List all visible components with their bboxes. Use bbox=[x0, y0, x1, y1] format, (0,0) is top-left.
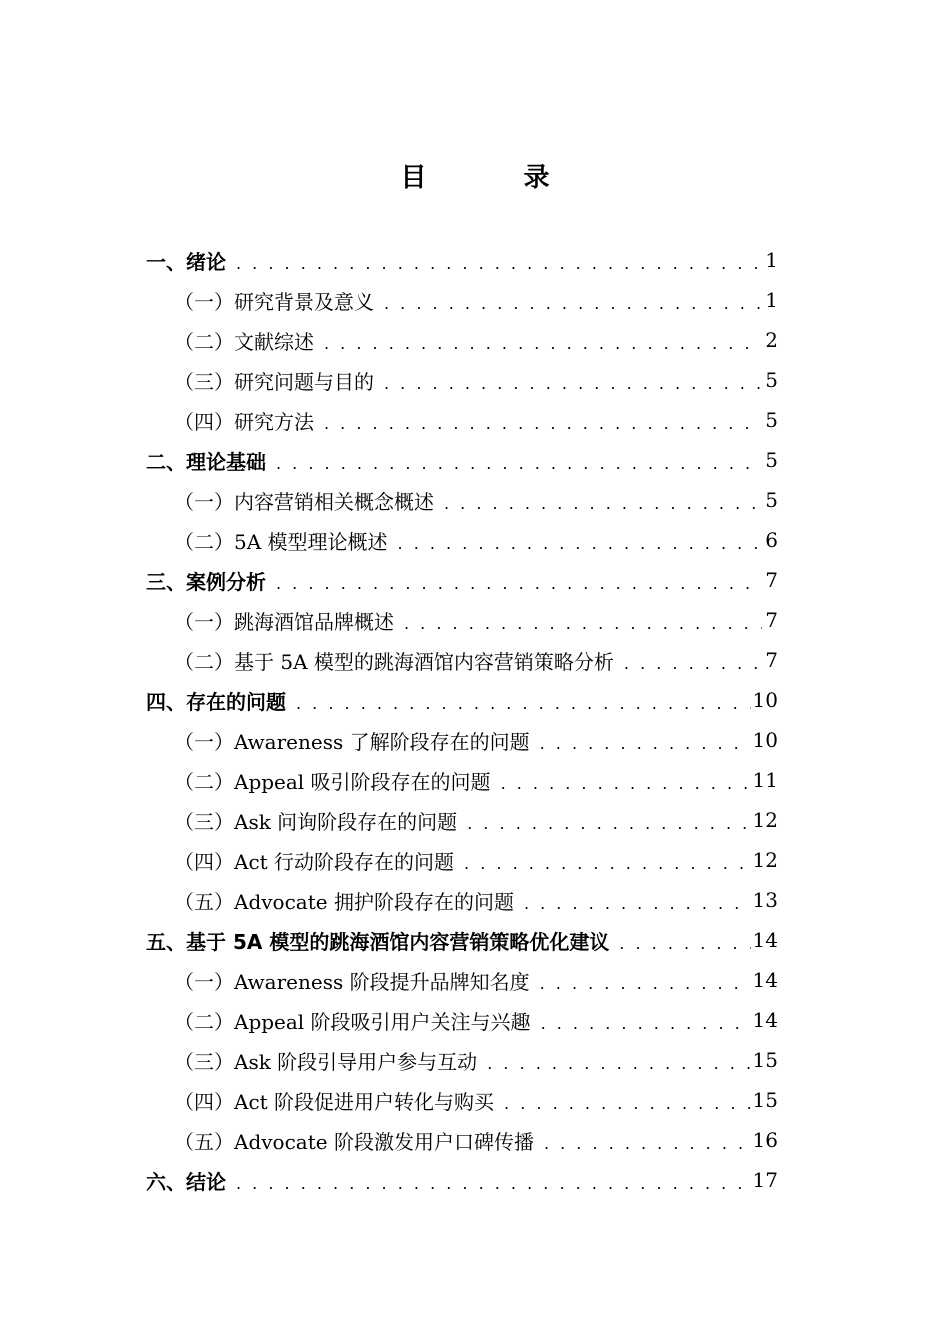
toc-entry-label: 四、存在的问题 bbox=[146, 689, 286, 714]
toc-section-entry[interactable] bbox=[146, 960, 778, 1000]
toc-entry-label: 五、基于 5A 模型的跳海酒馆内容营销策略优化建议 bbox=[146, 929, 610, 954]
toc-dot-leader bbox=[324, 400, 762, 440]
toc-dot-leader bbox=[524, 880, 751, 920]
toc-entry-label: （一）Awareness 阶段提升品牌知名度 bbox=[174, 969, 530, 994]
toc-chapter-entry[interactable] bbox=[146, 920, 778, 960]
toc-dot-leader bbox=[540, 960, 751, 1000]
toc-entry-label: （四）研究方法 bbox=[174, 409, 314, 434]
toc-chapter-entry[interactable] bbox=[146, 1160, 778, 1200]
toc-dot-leader bbox=[541, 1000, 751, 1040]
toc-dot-leader bbox=[624, 640, 762, 680]
toc-page-number: 16 bbox=[752, 1128, 778, 1152]
toc-page-number: 14 bbox=[752, 1008, 778, 1032]
toc-section-entry[interactable] bbox=[146, 1000, 778, 1040]
toc-page-number: 6 bbox=[765, 528, 778, 552]
toc-dot-leader bbox=[384, 280, 762, 320]
toc-page-number: 11 bbox=[752, 768, 778, 792]
toc-section-entry[interactable] bbox=[146, 840, 778, 880]
toc-page-number: 17 bbox=[752, 1168, 778, 1192]
toc-section-entry[interactable] bbox=[146, 520, 778, 560]
toc-entry-label: （三）Ask 问询阶段存在的问题 bbox=[174, 809, 458, 834]
toc-dot-leader bbox=[276, 560, 762, 600]
toc-dot-leader bbox=[464, 840, 751, 880]
toc-page-number: 10 bbox=[752, 688, 778, 712]
toc-page-number: 5 bbox=[765, 408, 778, 432]
toc-entry-label: （五）Advocate 拥护阶段存在的问题 bbox=[174, 889, 514, 914]
toc-section-entry[interactable] bbox=[146, 720, 778, 760]
toc-dot-leader bbox=[398, 520, 762, 560]
toc-entry-label: （三）Ask 阶段引导用户参与互动 bbox=[174, 1049, 478, 1074]
toc-entry-label: （四）Act 行动阶段存在的问题 bbox=[174, 849, 455, 874]
toc-dot-leader bbox=[540, 720, 751, 760]
toc-section-entry[interactable] bbox=[146, 880, 778, 920]
table-of-contents bbox=[146, 240, 778, 1200]
toc-entry-label: 一、绪论 bbox=[146, 249, 226, 274]
toc-entry-label: （二）文献综述 bbox=[174, 329, 314, 354]
toc-page-number: 15 bbox=[752, 1088, 778, 1112]
toc-dot-leader bbox=[236, 1160, 751, 1200]
toc-entry-label: 六、结论 bbox=[146, 1169, 226, 1194]
toc-page-number: 14 bbox=[752, 968, 778, 992]
toc-entry-label: （二）Appeal 阶段吸引用户关注与兴趣 bbox=[174, 1009, 531, 1034]
toc-page-number: 1 bbox=[765, 288, 778, 312]
toc-dot-leader bbox=[544, 1120, 751, 1160]
toc-dot-leader bbox=[276, 440, 762, 480]
toc-page-number: 2 bbox=[765, 328, 778, 352]
toc-section-entry[interactable] bbox=[146, 400, 778, 440]
toc-dot-leader bbox=[296, 680, 751, 720]
toc-entry-label: （一）跳海酒馆品牌概述 bbox=[174, 609, 394, 634]
toc-chapter-entry[interactable] bbox=[146, 440, 778, 480]
toc-dot-leader bbox=[487, 1040, 750, 1080]
toc-entry-label: 三、案例分析 bbox=[146, 569, 266, 594]
toc-page-number: 5 bbox=[765, 368, 778, 392]
toc-entry-label: （三）研究问题与目的 bbox=[174, 369, 374, 394]
toc-entry-label: （二）Appeal 吸引阶段存在的问题 bbox=[174, 769, 491, 794]
toc-entry-label: （一）研究背景及意义 bbox=[174, 289, 374, 314]
toc-dot-leader bbox=[404, 600, 762, 640]
toc-page-number: 5 bbox=[765, 488, 778, 512]
toc-section-entry[interactable] bbox=[146, 320, 778, 360]
toc-page-number: 5 bbox=[765, 448, 778, 472]
toc-section-entry[interactable] bbox=[146, 800, 778, 840]
toc-section-entry[interactable] bbox=[146, 1080, 778, 1120]
toc-dot-leader bbox=[384, 360, 762, 400]
toc-entry-label: （一）内容营销相关概念概述 bbox=[174, 489, 434, 514]
toc-chapter-entry[interactable] bbox=[146, 680, 778, 720]
toc-chapter-entry[interactable] bbox=[146, 240, 778, 280]
toc-dot-leader bbox=[504, 1080, 751, 1120]
toc-page-number: 7 bbox=[765, 608, 778, 632]
toc-entry-label: （五）Advocate 阶段激发用户口碑传播 bbox=[174, 1129, 534, 1154]
toc-dot-leader bbox=[444, 480, 762, 520]
toc-page-number: 7 bbox=[765, 648, 778, 672]
toc-dot-leader bbox=[236, 240, 762, 280]
toc-entry-label: （二）5A 模型理论概述 bbox=[174, 529, 388, 554]
toc-section-entry[interactable] bbox=[146, 1120, 778, 1160]
toc-entry-label: 二、理论基础 bbox=[146, 449, 266, 474]
toc-page-number: 10 bbox=[752, 728, 778, 752]
toc-dot-leader bbox=[467, 800, 750, 840]
toc-page-number: 13 bbox=[752, 888, 778, 912]
toc-dot-leader bbox=[619, 920, 750, 960]
toc-section-entry[interactable] bbox=[146, 480, 778, 520]
toc-entry-label: （二）基于 5A 模型的跳海酒馆内容营销策略分析 bbox=[174, 649, 614, 674]
toc-chapter-entry[interactable] bbox=[146, 560, 778, 600]
toc-page-number: 12 bbox=[752, 848, 778, 872]
toc-section-entry[interactable] bbox=[146, 760, 778, 800]
toc-dot-leader bbox=[324, 320, 762, 360]
toc-section-entry[interactable] bbox=[146, 600, 778, 640]
toc-page-number: 1 bbox=[765, 248, 778, 272]
toc-page-number: 12 bbox=[752, 808, 778, 832]
toc-section-entry[interactable] bbox=[146, 640, 778, 680]
toc-entry-label: （四）Act 阶段促进用户转化与购买 bbox=[174, 1089, 495, 1114]
toc-page-number: 14 bbox=[752, 928, 778, 952]
toc-page-number: 15 bbox=[752, 1048, 778, 1072]
toc-section-entry[interactable] bbox=[146, 360, 778, 400]
toc-section-entry[interactable] bbox=[146, 1040, 778, 1080]
toc-title: 目 录 bbox=[400, 163, 594, 193]
toc-page-number: 7 bbox=[765, 568, 778, 592]
toc-dot-leader bbox=[501, 760, 751, 800]
toc-entry-label: （一）Awareness 了解阶段存在的问题 bbox=[174, 729, 530, 754]
toc-section-entry[interactable] bbox=[146, 280, 778, 320]
